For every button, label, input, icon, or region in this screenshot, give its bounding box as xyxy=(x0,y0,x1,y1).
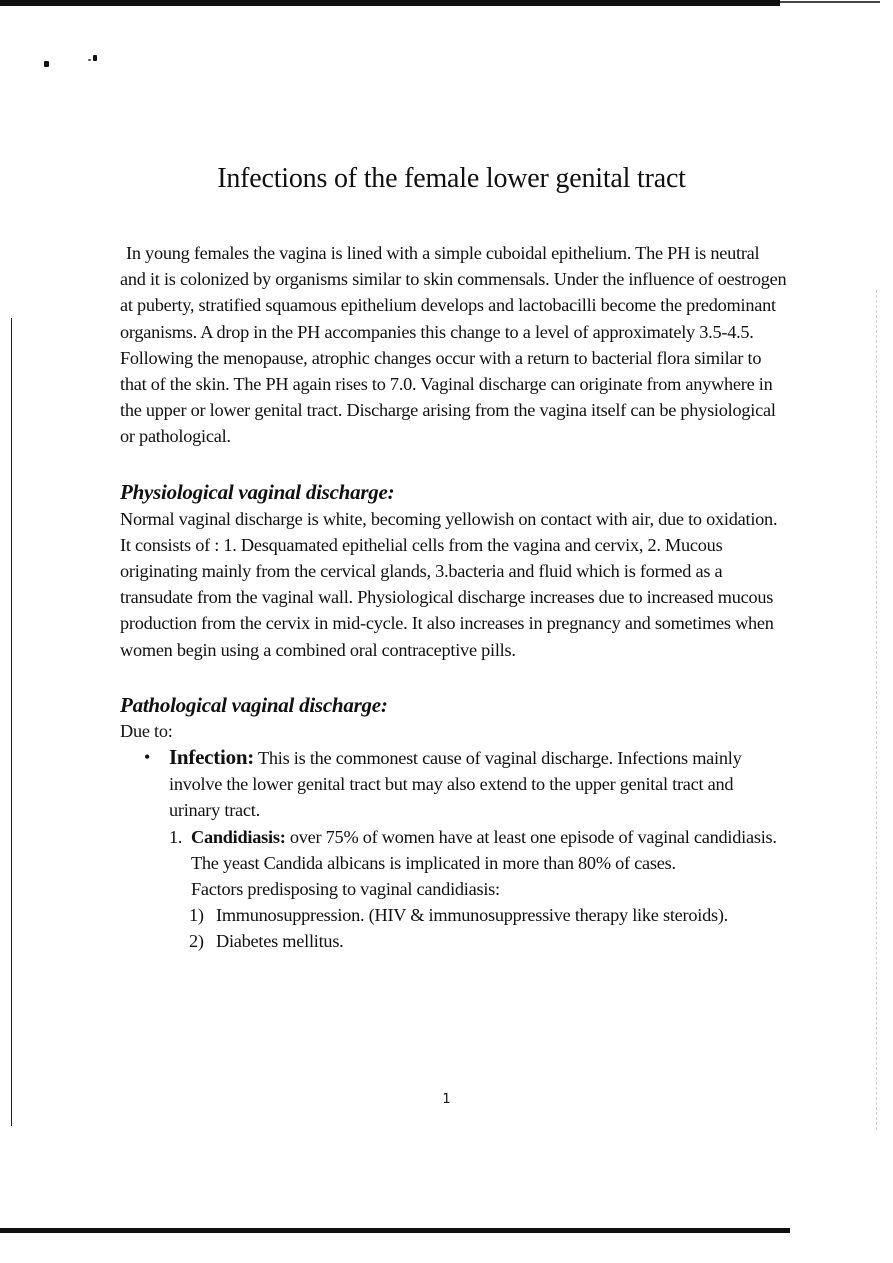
factor-text: Immunosuppression. (HIV & immunosuppressive therapy like steroids). xyxy=(216,905,728,926)
physiological-heading: Physiological vaginal discharge: xyxy=(120,479,395,504)
scan-speck xyxy=(44,61,49,67)
scan-border-top xyxy=(0,0,780,6)
bullet-icon: • xyxy=(144,747,151,768)
factors-lead: Factors predisposing to vaginal candidiasis: xyxy=(191,879,500,900)
page-title: Infections of the female lower genital tract xyxy=(217,163,686,194)
list-item-infection xyxy=(120,744,788,824)
factor-item xyxy=(120,902,788,928)
due-to-label: Due to: xyxy=(120,720,173,741)
cause-list xyxy=(120,744,788,824)
list-number: 1. xyxy=(169,826,183,847)
document-body xyxy=(120,240,788,955)
scan-border-bottom xyxy=(0,1228,790,1233)
scan-border-right xyxy=(876,290,878,1130)
factor-number: 2) xyxy=(189,931,204,952)
factor-item xyxy=(120,928,788,954)
physiological-paragraph: Normal vaginal discharge is white, becoming yellowish on contact with air, due to oxidation. It consists of : 1. Desquamated epithelial cells from the vagina and cervix, 2. Mucous originating mainly from the cervical glands, 3.bacteria and fluid which is formed as a transudate from the vaginal wall. Physiological discharge increases due to increased mucous production from the cervix in mid-cycle. It also increases in pregnancy and sometimes when women begin using a combined oral contraceptive pills. xyxy=(120,508,778,660)
scan-border-left xyxy=(11,318,12,1126)
list-item-candidiasis xyxy=(120,824,788,876)
factor-number: 1) xyxy=(189,905,204,926)
page-number: 1 xyxy=(442,1092,451,1107)
scan-speck xyxy=(93,55,97,61)
factor-text: Diabetes mellitus. xyxy=(216,931,344,952)
candidiasis-term: Candidiasis: xyxy=(191,826,286,847)
pathological-heading: Pathological vaginal discharge: xyxy=(120,692,388,717)
infection-text: This is the commonest cause of vaginal discharge. Infections mainly involve the lower genital tract but may also extend to the upper genital tract and urinary tract. xyxy=(169,748,742,821)
intro-paragraph: In young females the vagina is lined with a simple cuboidal epithelium. The PH is neutral and it is colonized by organisms similar to skin commensals. Under the influence of oestrogen at puberty, stratified squamous epithelium develops and lactobacilli become the predominant organisms. A drop in the PH accompanies this change to a level of approximately 3.5-4.5. Following the menopause, atrophic changes occur with a return to bacterial flora similar to that of the skin. The PH again rises to 7.0. Vaginal discharge can originate from anywhere in the upper or lower genital tract. Discharge arising from the vagina itself can be physiological or pathological. xyxy=(120,243,787,447)
scan-border-top-tail xyxy=(780,1,880,3)
candidiasis-text: over 75% of women have at least one episode of vaginal candidiasis. The yeast Candida albicans is implicated in more than 80% of cases. xyxy=(191,826,777,873)
infection-term: Infection: xyxy=(169,745,254,770)
scan-speck xyxy=(88,59,91,61)
